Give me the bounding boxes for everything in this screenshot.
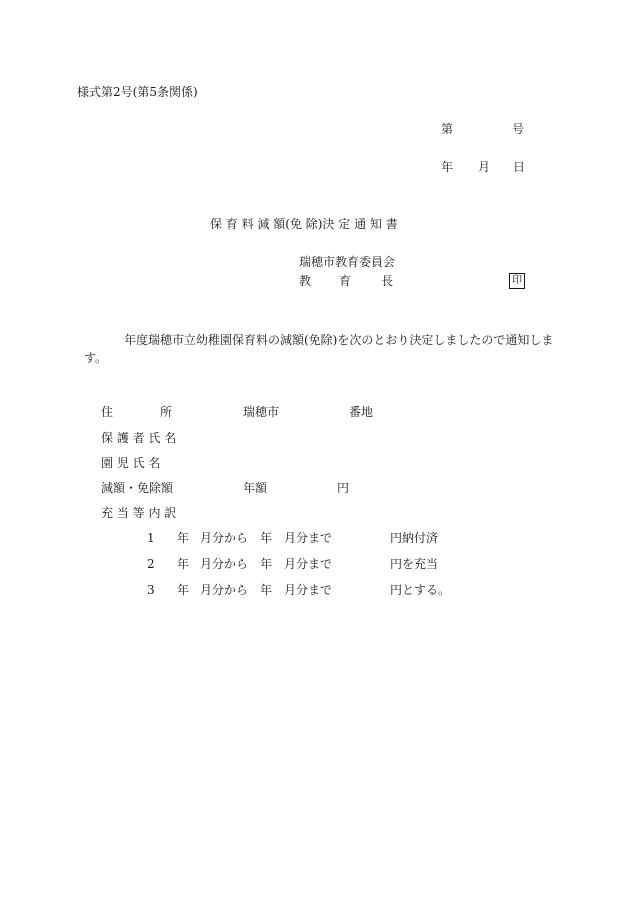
seal-mark: 印 <box>509 273 525 289</box>
reduction-yen: 円 <box>337 481 350 495</box>
issuer-position-1: 教 <box>299 274 312 288</box>
document-title: 保 育 料 減 額(免 除)決 定 通 知 書 <box>210 217 398 231</box>
address-label-2: 所 <box>160 405 173 419</box>
row-year2: 年 <box>260 531 273 545</box>
address-banchi: 番地 <box>349 405 374 419</box>
issuer-position-2: 育 <box>339 274 352 288</box>
allocation-label: 充 当 等 内 訳 <box>101 506 177 520</box>
reduction-label: 減額・免除額 <box>101 481 174 495</box>
row-year: 年 <box>177 583 190 597</box>
issuer-position-3: 長 <box>381 274 394 288</box>
row-year2: 年 <box>260 557 273 571</box>
date-year: 年 <box>441 160 454 174</box>
row-number: 1 <box>147 531 155 545</box>
row-suffix: 円納付済 <box>390 531 439 545</box>
row-from: 月分から <box>200 531 249 545</box>
notice-body-text: 年度瑞穂市立幼稚園保育料の減額(免除)を次のとおり決定しましたので通知します。 <box>84 333 554 365</box>
row-year: 年 <box>177 557 190 571</box>
row-year: 年 <box>177 531 190 545</box>
child-label: 園 児 氏 名 <box>101 456 161 470</box>
date-day: 日 <box>513 160 526 174</box>
row-from: 月分から <box>200 583 249 597</box>
row-suffix: 円を充当 <box>390 557 439 571</box>
row-number: 2 <box>147 557 155 571</box>
row-to: 月分まで <box>284 531 333 545</box>
address-city: 瑞穂市 <box>243 405 280 419</box>
issuer-org: 瑞穂市教育委員会 <box>299 255 396 269</box>
row-from: 月分から <box>200 557 249 571</box>
row-number: 3 <box>147 583 155 597</box>
number-go: 号 <box>512 122 525 136</box>
row-suffix: 円とする。 <box>390 583 451 597</box>
address-label-1: 住 <box>101 405 114 419</box>
guardian-label: 保 護 者 氏 名 <box>101 431 177 445</box>
row-to: 月分まで <box>284 583 333 597</box>
row-to: 月分まで <box>284 557 333 571</box>
row-year2: 年 <box>260 583 273 597</box>
form-label: 様式第2号(第5条関係) <box>77 85 198 99</box>
date-month: 月 <box>478 160 491 174</box>
notice-body <box>84 331 554 367</box>
number-dai: 第 <box>441 122 454 136</box>
reduction-annual: 年額 <box>243 481 268 495</box>
